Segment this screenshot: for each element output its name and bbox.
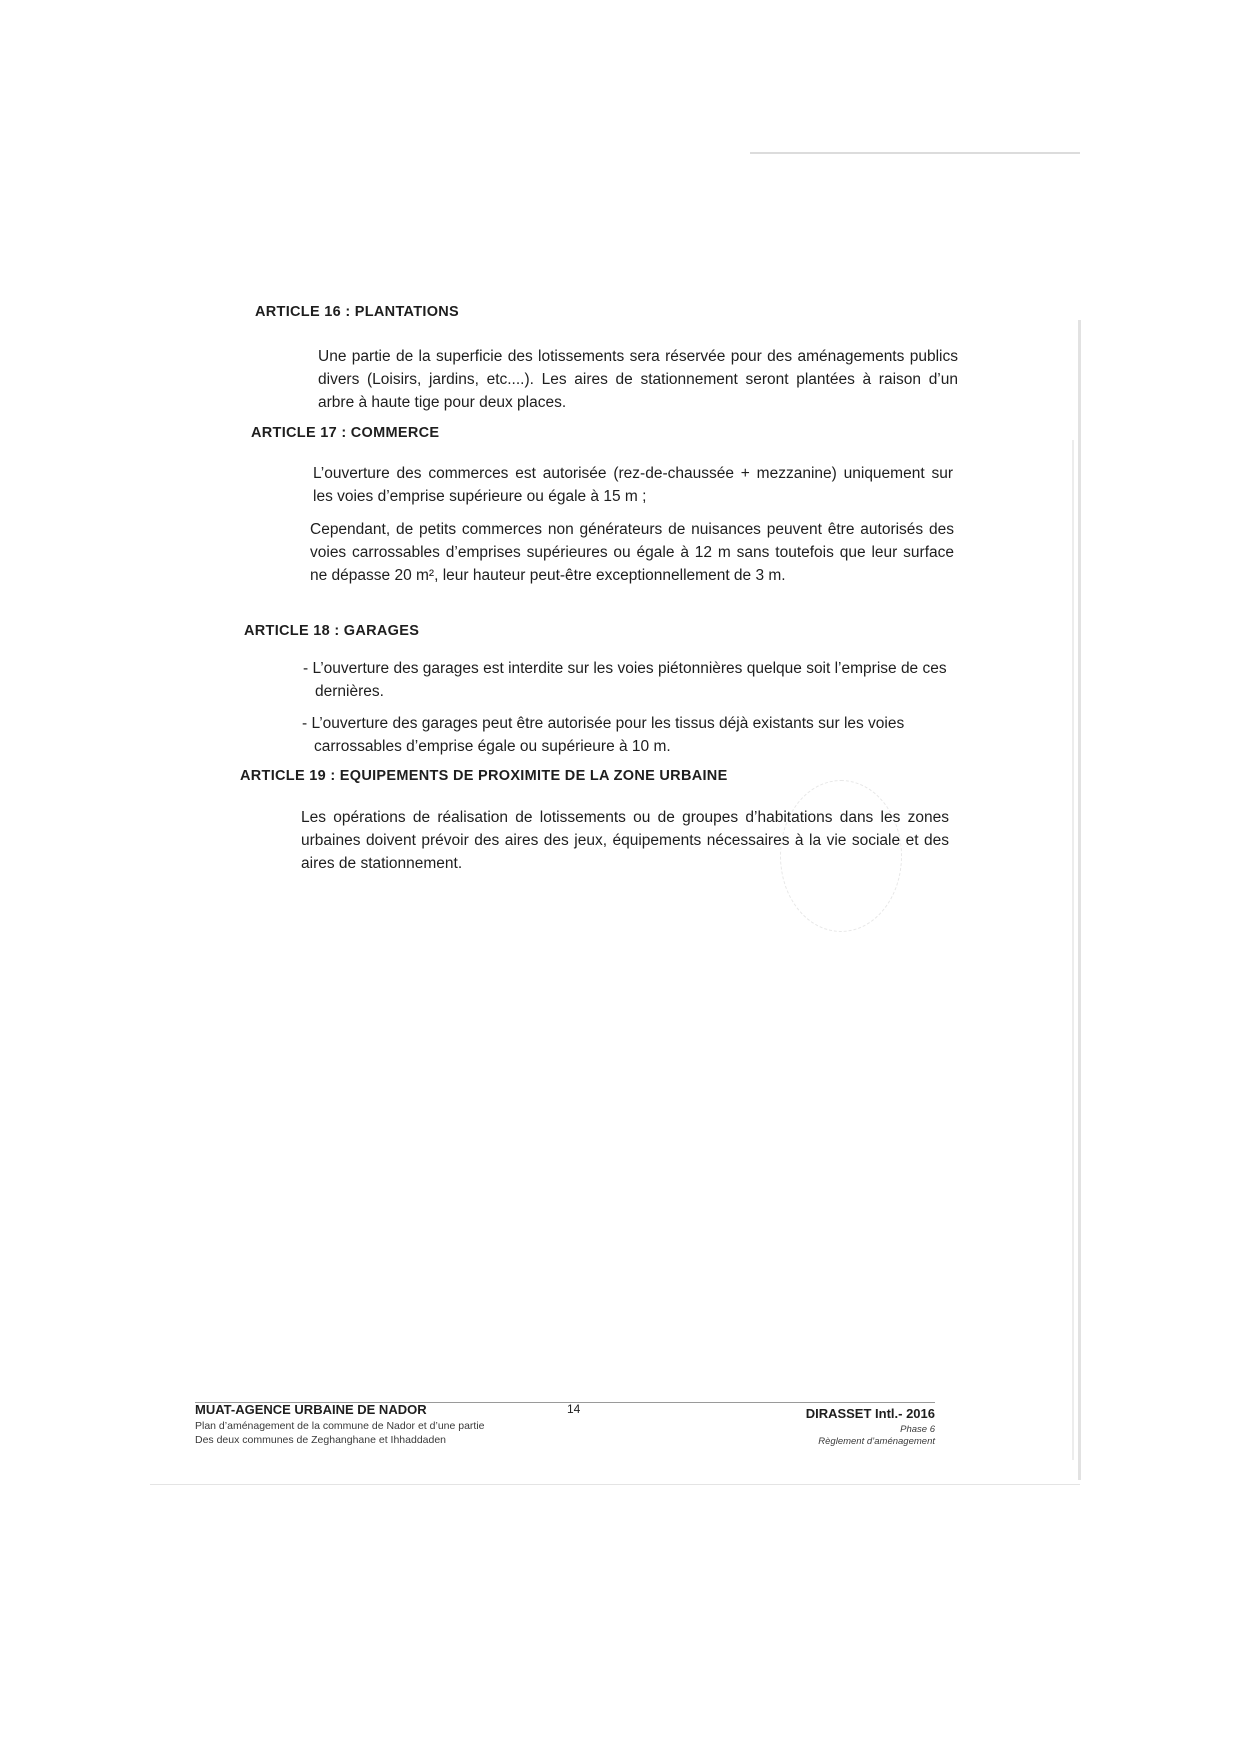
article-17-heading: ARTICLE 17 : COMMERCE (251, 425, 440, 441)
footer-plan-line-1: Plan d’aménagement de la commune de Nador et d’une partie (195, 1420, 485, 1432)
footer-agency-title: MUAT-AGENCE URBAINE DE NADOR (195, 1402, 427, 1417)
footer-document-type: Règlement d’aménagement (818, 1436, 935, 1447)
scan-artifact-bottom (150, 1484, 1080, 1485)
footer-plan-line-2: Des deux communes de Zeghanghane et Ihhaddaden (195, 1434, 447, 1446)
article-17-text-2: Cependant, de petits commerces non générateurs de nuisances peuvent être autorisés des voies carrossables d’emprises supérieures ou égale à 12 m sans toutefois que leur surface ne dépasse 20 m², leur hauteur peut-être exceptionnellement de 3 m. (310, 521, 954, 584)
article-16-text: Une partie de la superficie des lotissements sera réservée pour des aménagements publics divers (Loisirs, jardins, etc....). Les aires de stationnement seront plantées à raison d’un arbre à haute tige pour deux places. (318, 348, 958, 411)
footer-phase: Phase 6 (900, 1424, 935, 1435)
article-19-paragraph (301, 806, 949, 875)
article-17-text-1: L’ouverture des commerces est autorisée (rez-de-chaussée + mezzanine) uniquement sur les voies d’emprise supérieure ou égale à 15 m ; (313, 465, 953, 505)
article-18-heading: ARTICLE 18 : GARAGES (244, 623, 420, 639)
footer-firm-title: DIRASSET Intl.- 2016 (805, 1406, 935, 1421)
article-18-bullet-2: - L’ouverture des garages peut être autorisée pour les tissus déjà existants sur les voies carrossables d’emprise égale ou supérieure à 10 m. (302, 715, 905, 755)
footer-page-number: 14 (567, 1402, 581, 1416)
scan-artifact-top (750, 152, 1080, 154)
scan-artifact-right-edge (1078, 320, 1081, 1480)
article-16-paragraph (318, 345, 958, 414)
article-17-paragraph-2 (310, 518, 954, 587)
article-18-bullet-1: - L’ouverture des garages est interdite sur les voies piétonnières quelque soit l’emprise de ces dernières. (303, 660, 947, 700)
article-17-paragraph-1 (313, 462, 953, 508)
scan-artifact-right-edge-inner (1072, 440, 1074, 1460)
article-19-heading: ARTICLE 19 : EQUIPEMENTS DE PROXIMITE DE LA ZONE URBAINE (240, 768, 728, 784)
article-16-heading: ARTICLE 16 : PLANTATIONS (255, 304, 460, 320)
article-19-text: Les opérations de réalisation de lotissements ou de groupes d’habitations dans les zones urbaines doivent prévoir des aires des jeux, équipements nécessaires à la vie sociale et des aires de stationnement. (301, 809, 949, 872)
